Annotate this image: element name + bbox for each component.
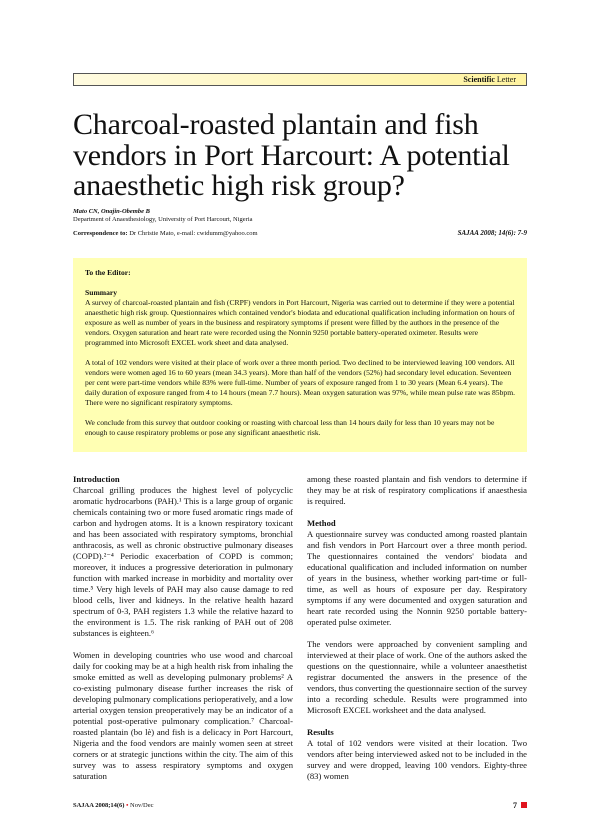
citation: SAJAA 2008; 14(6): 7-9 [457, 228, 527, 237]
section-type: Letter [496, 75, 516, 84]
correspondence-label: Correspondence to: [73, 229, 128, 237]
summary-box [73, 258, 527, 452]
salutation: To the Editor: [85, 267, 131, 277]
introduction-heading: Introduction [73, 473, 120, 484]
paragraph: Women in developing countries who use wood and charcoal daily for cooking may be at a high health risk from inhaling the smoke emitted as well as developing pulmonary problems² A co-existing pulmonary disease further increases the risk of developing pulmonary complications perioperatively, and a low arterial oxygen tension preoperatively may be an indicator of a potential post-operative pulmonary complication.⁷ Charcoal-roasted plantain (bo lè) and fish is a delicacy in Port Harcourt, Nigeria and the food vendors are mainly women seen at street corners or at strategic junctions within the city. The aim of this survey was to assess respiratory symptoms and oxygen saturation [73, 649, 293, 781]
paragraph: Charcoal grilling produces the highest level of polycyclic aromatic hydrocarbons (PAH).¹ This is a large group of organic chemicals containing two or more fused aromatic rings made of carbon and hydrogen atoms. It is a known respiratory toxicant and has been associated with respiratory symptoms, bronchial anthracosis, as well as chronic obstructive pulmonary diseases (COPD).²⁻⁴ Periodic exacerbation of COPD is common; moreover, it induces a progressive deterioration in pulmonary function with marked increase in morbidity and mortality over time.⁵ Very high levels of PAH may also cause damage to red blood cells, liver and kidneys. In the relative health hazard spectrum of 0-3, PAH registers 1.3 while the relative hazard to the environment is 1.5. The risk ranking of PAH out of 208 substances is eighteen.⁶ [73, 484, 293, 638]
summary-heading: Summary [85, 287, 118, 297]
section-label: Scientific [463, 75, 495, 84]
results-heading: Results [307, 726, 334, 737]
footer-journal [73, 801, 153, 810]
page-number [513, 801, 527, 810]
correspondence-row [73, 229, 527, 238]
footer [73, 801, 527, 810]
footer-journal-name: SAJAA 2008;14(6) [73, 801, 125, 809]
right-column [307, 474, 527, 793]
correspondence [73, 229, 258, 238]
section-header-bar [73, 73, 527, 86]
paragraph: A total of 102 vendors were visited at their location. Two vendors after being interviewed asked not to be included in the survey and were dropped, leaving 100 vendors. Eighty-three (83) women [307, 737, 527, 781]
paragraph: among these roasted plantain and fish vendors to determine if they may be at risk of respiratory complications if anaesthesia is required. [307, 473, 527, 506]
summary-paragraph: A survey of charcoal-roasted plantain and fish (CRPF) vendors in Port Harcourt, Nigeria was carried out to determine if they were a potential anaesthetic high risk group. Questionnaires which contained vendor's biodata and educational qualification including information on hours of exposure as well as number of years in the business and respiratory symptoms if present were filled by the authors in the presence of the vendors. Oxygen saturation and heart rate were recorded using the Nonnin 9250 portable battery-operated oximeter. Results were programmed into Microsoft EXCEL work sheet and data analysed. [85, 297, 515, 347]
body-columns [73, 474, 527, 793]
paragraph: A questionnaire survey was conducted among roasted plantain and fish vendors in Port Harcourt over a three month period. The questionnaires contained the vendors' biodata and educational qualification and included information on number of years in the business, whether working part-time or full-time, as well as hours of exposure per day. Respiratory symptoms if any were documented and oxygen saturation and heart rate recorded using the Nonnin 9250 portable battery-operated pulse oximeter. [307, 528, 527, 627]
authors: Mato CN, Onajin-Obembe B [73, 207, 150, 215]
article-title: Charcoal-roasted plantain and fish vendors in Port Harcourt: A potential anaesthetic high risk group? [73, 108, 510, 202]
page-number-text: 7 [513, 800, 517, 810]
left-column [73, 474, 293, 793]
affiliation: Department of Anaesthesiology, University of Port Harcourt, Nigeria [73, 215, 253, 223]
summary-paragraph: A total of 102 vendors were visited at their place of work over a three month period. Two declined to be interviewed leaving 100 vendors. All vendors were women aged 16 to 60 years (mean 34.3 years). More than half of the vendors (52%) had secondary level education. Seventeen per cent were part-time vendors while 83% were full-time. Number of years of exposure ranged from 1 to 30 years (Mean 6.4 years). The daily duration of exposure ranged from 4 to 14 hours (mean 7.7 hours). Mean oxygen saturation was 97%, while mean pulse rate was 85bpm. There were no significant respiratory symptoms. [85, 357, 515, 407]
footer-month: Nov/Dec [130, 801, 154, 809]
summary-paragraph: We conclude from this survey that outdoor cooking or roasting with charcoal less than 14 hours daily for less than 10 years may not be enough to cause respiratory problems or pose any significant anaesthetic risk. [85, 417, 495, 437]
correspondence-text: Dr Christie Mato, e-mail: cwidumm@yahoo.com [129, 229, 258, 237]
method-heading: Method [307, 517, 336, 528]
paragraph: The vendors were approached by convenient sampling and interviewed at their place of work. One of the authors asked the questions on the questionnaire, while a volunteer anaesthetist registrar documented the answers in the presence of the vendors, thus converting the questionnaire section of the survey into a recording schedule. Results were programmed into Microsoft EXCEL worksheet and the data analysed. [307, 638, 527, 715]
bullet-icon: • [126, 801, 129, 809]
red-square-icon [521, 802, 527, 808]
